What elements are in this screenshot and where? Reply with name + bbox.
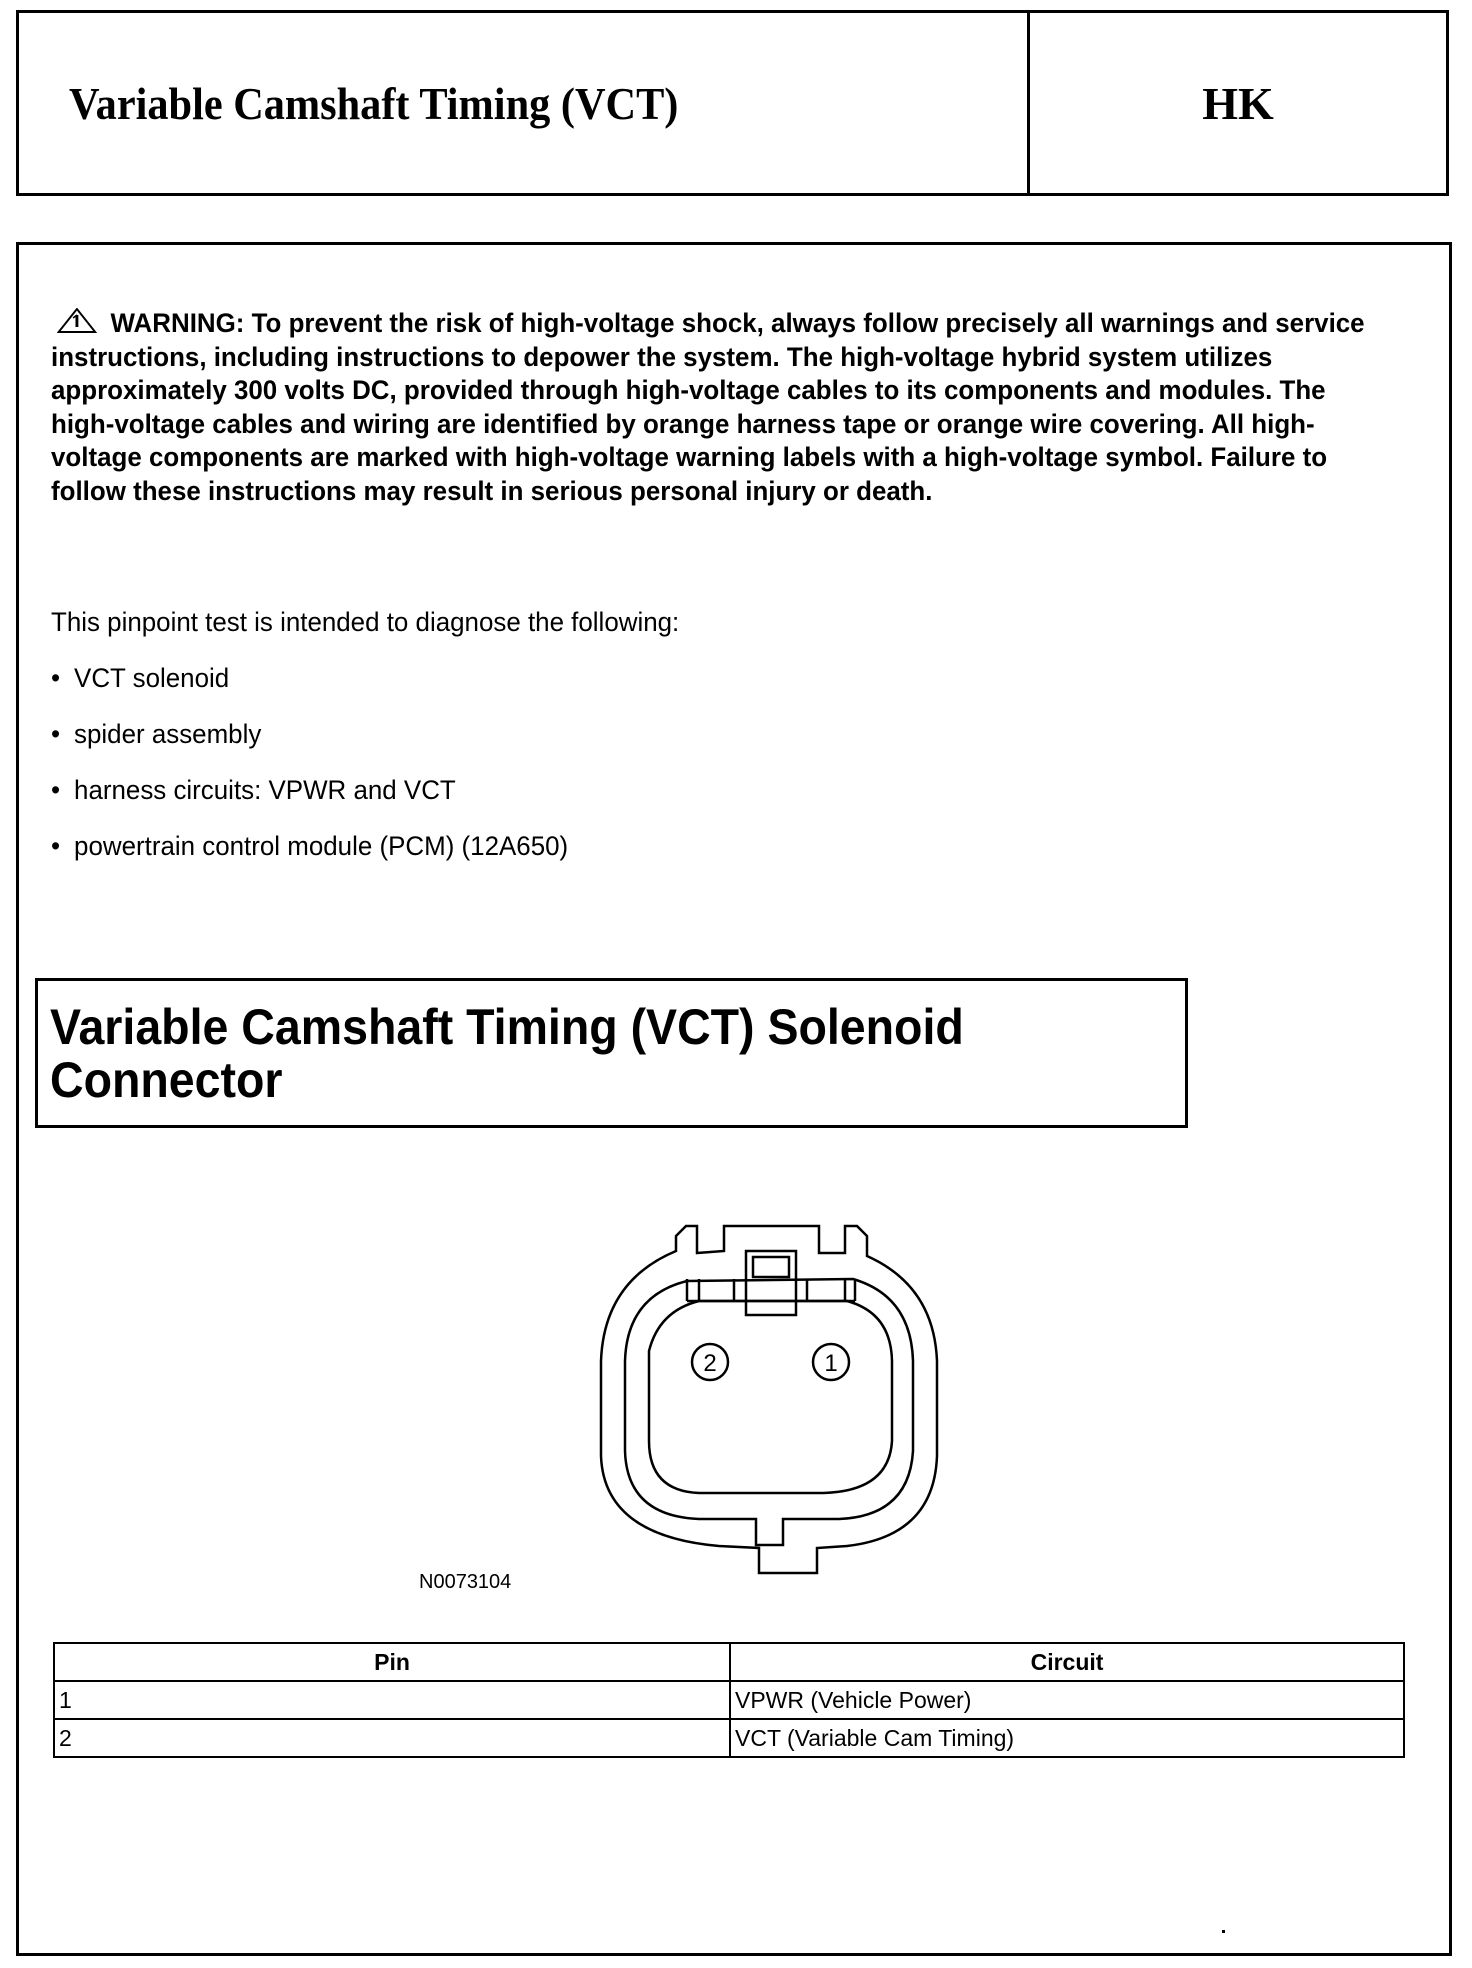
list-item: • VCT solenoid (51, 663, 230, 693)
circuit-cell: VPWR (Vehicle Power) (730, 1681, 1404, 1719)
content-panel (16, 242, 1452, 1956)
pin-cell: 1 (54, 1681, 730, 1719)
bullet-icon: • (51, 775, 61, 805)
table-header-row (54, 1643, 1404, 1681)
warning-text: WARNING: To prevent the risk of high-voltage shock, always follow precisely all warnings and service instructions, including instructions to depower the system. The high-voltage hybrid system utilizes approximately 300 volts DC, provided through high-voltage cables to its components and modules. The high-voltage cables and wiring are identified by orange harness tape or orange wire covering. All high-voltage components are marked with high-voltage warning labels with a high-voltage symbol. Failure to follow these instructions may result in serious personal injury or death. (51, 308, 1365, 506)
section-heading-box (35, 978, 1188, 1128)
table-row (54, 1681, 1404, 1719)
pin-circuit-table (53, 1642, 1405, 1758)
pin-2-label: 2 (703, 1350, 717, 1377)
circuit-cell: VCT (Variable Cam Timing) (730, 1719, 1404, 1757)
list-item: • powertrain control module (PCM) (12A650) (51, 831, 569, 861)
pin-cell: 2 (54, 1719, 730, 1757)
connector-inner-ring (625, 1279, 913, 1545)
scan-speck (1222, 1930, 1225, 1933)
section-code: HK (1202, 77, 1274, 129)
section-title-line1: Variable Camshaft Timing (VCT) Solenoid (50, 999, 964, 1055)
column-header-circuit: Circuit (730, 1643, 1404, 1681)
intro-text: This pinpoint test is intended to diagnose the following: (51, 607, 680, 637)
bullet-icon: • (51, 831, 61, 861)
bullet-icon: • (51, 719, 61, 749)
header-title-cell (19, 13, 1030, 193)
header-code-cell (1030, 13, 1446, 193)
bullet-icon: • (51, 663, 61, 693)
figure-id: N0073104 (419, 1571, 512, 1593)
warning-triangle-icon (57, 308, 97, 334)
diagnose-list (51, 663, 590, 887)
connector-diagram (579, 1201, 959, 1601)
table-row (54, 1719, 1404, 1757)
list-item: • harness circuits: VPWR and VCT (51, 775, 456, 805)
page-title: Variable Camshaft Timing (VCT) (69, 77, 679, 129)
warning-notice (51, 307, 1381, 508)
section-title-line2: Connector (50, 1052, 283, 1108)
column-header-pin: Pin (54, 1643, 730, 1681)
pin-1-label: 1 (824, 1350, 838, 1377)
connector-pin-cavity (649, 1301, 892, 1493)
list-item: • spider assembly (51, 719, 262, 749)
page-header (16, 10, 1449, 196)
